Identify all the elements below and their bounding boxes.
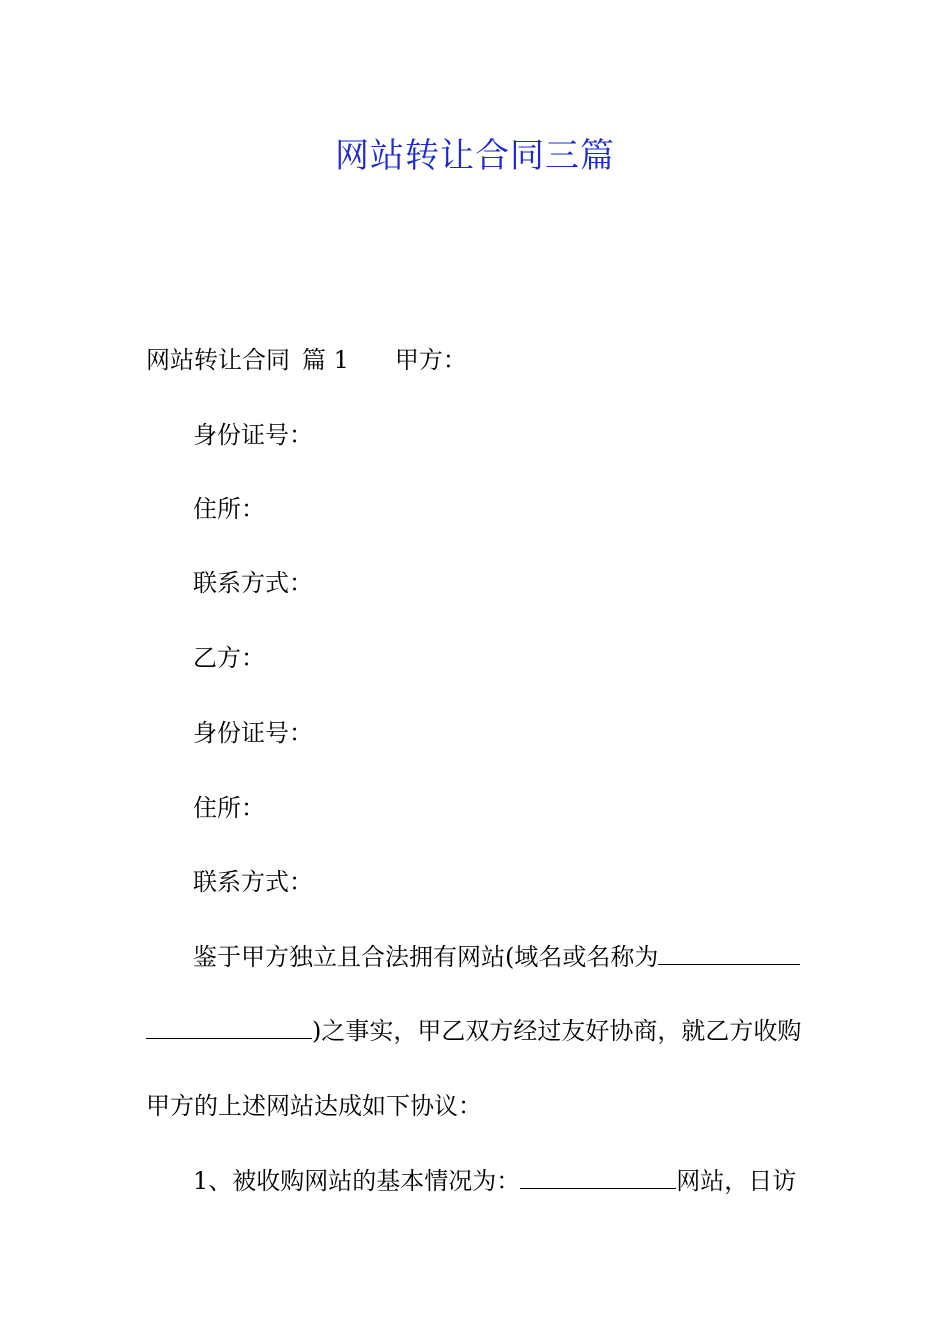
preamble-line-3: 甲方的上述网站达成如下协议： [146, 1092, 482, 1120]
clause-1-suffix: 网站，日访 [676, 1167, 797, 1195]
section-label: 网站转让合同 [146, 346, 290, 374]
domain-name-blank-continued [146, 1016, 312, 1039]
domain-name-blank [658, 942, 800, 965]
website-name-blank [520, 1166, 676, 1189]
document-title: 网站转让合同三篇 [335, 136, 615, 176]
party-a-contact: 联系方式： [193, 569, 313, 597]
party-b-contact: 联系方式： [193, 868, 313, 896]
preamble-line-2 [146, 1016, 801, 1046]
preamble-text-2: )之事实，甲乙双方经过友好协商，就乙方收购 [312, 1017, 802, 1045]
party-a-id-number: 身份证号： [193, 421, 313, 449]
section-heading [146, 345, 467, 375]
party-b-address: 住所： [193, 794, 265, 822]
party-b-label: 乙方： [193, 644, 265, 672]
preamble-line-1 [193, 942, 800, 972]
clause-1-prefix: 1、被收购网站的基本情况为： [193, 1167, 521, 1195]
section-number: 篇 1 [302, 346, 349, 374]
preamble-text-1: 鉴于甲方独立且合法拥有网站(域名或名称为 [193, 943, 659, 971]
party-a-address: 住所： [193, 495, 265, 523]
clause-1 [193, 1166, 796, 1196]
party-b-id-number: 身份证号： [193, 719, 313, 747]
party-a-label: 甲方： [394, 346, 467, 374]
